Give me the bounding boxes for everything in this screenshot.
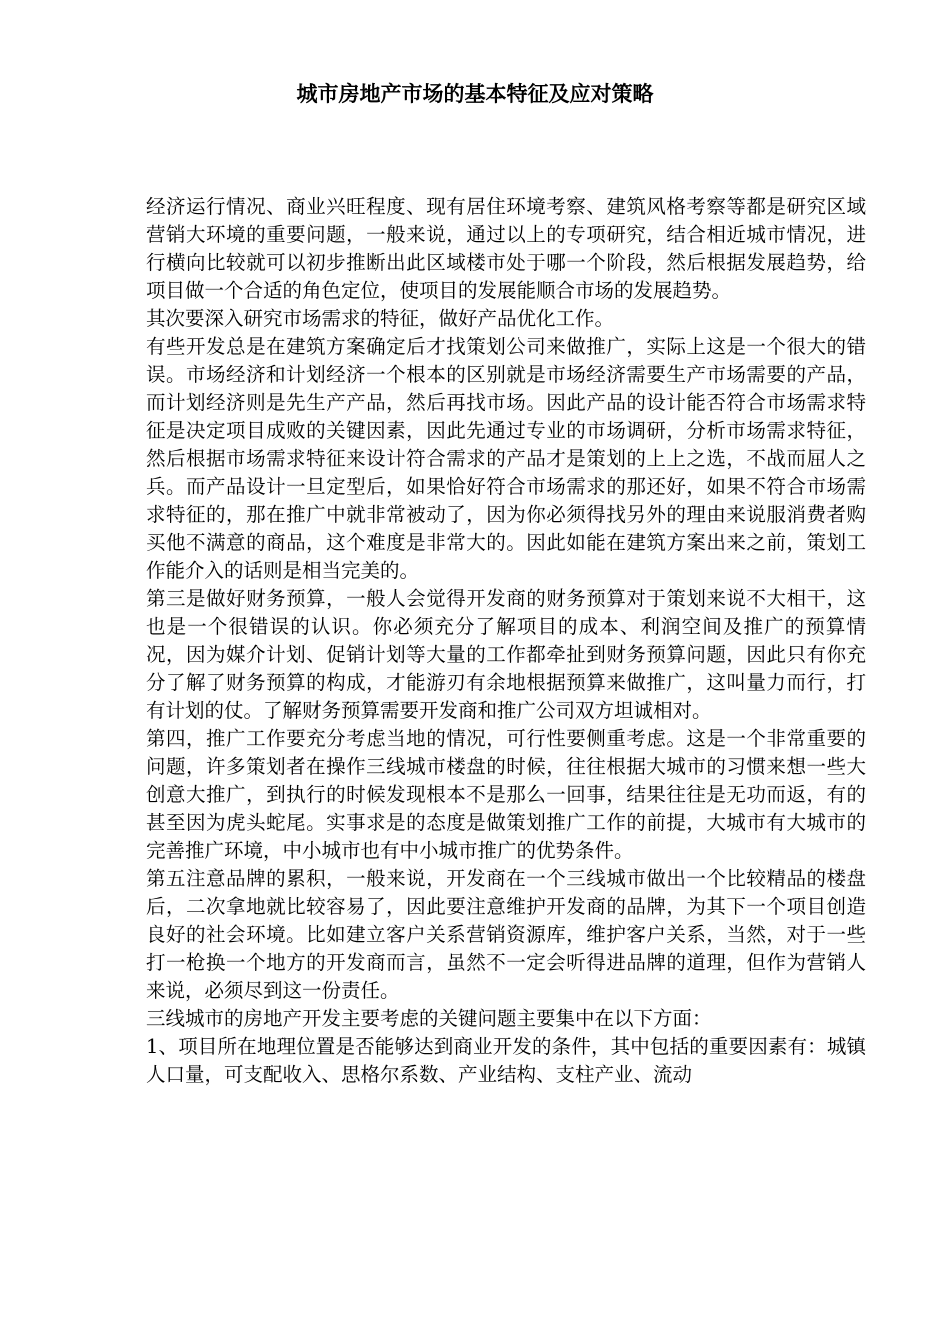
document-title: 城市房地产市场的基本特征及应对策略 [296,82,654,106]
document-body [146,193,866,1089]
paragraph: 其次要深入研究市场需求的特征，做好产品优化工作。 [146,307,615,330]
paragraph: 经济运行情况、商业兴旺程度、现有居住环境考察、建筑风格考察等都是研究区域营销大环境的重要问题，一般来说，通过以上的专项研究，结合相近城市情况，进行横向比较就可以初步推断出此区域楼市处于哪一个阶段，然后根据发展趋势，给项目做一个合适的角色定位，使项目的发展能顺合市场的发展趋势。 [146,195,866,302]
paragraph: 第四，推广工作要充分考虑当地的情况，可行性要侧重考虑。这是一个非常重要的问题，许多策划者在操作三线城市楼盘的时候，往往根据大城市的习惯来想一些大创意大推广，到执行的时候发现根本不是那么一回事，结果往往是无功而返，有的甚至因为虎头蛇尾。实事求是的态度是做策划推广工作的前提，大城市有大城市的完善推广环境，中小城市也有中小城市推广的优势条件。 [146,727,866,862]
paragraph: 第三是做好财务预算，一般人会觉得开发商的财务预算对于策划来说不大相干，这也是一个很错误的认识。你必须充分了解项目的成本、利润空间及推广的预算情况，因为媒介计划、促销计划等大量的工作都牵扯到财务预算问题，因此只有你充分了解了财务预算的构成，才能游刃有余地根据预算来做推广，这叫量力而行，打有计划的仗。了解财务预算需要开发商和推广公司双方坦诚相对。 [146,587,866,722]
paragraph: 有些开发总是在建筑方案确定后才找策划公司来做推广，实际上这是一个很大的错误。市场经济和计划经济一个根本的区别就是市场经济需要生产市场需要的产品，而计划经济则是先生产产品，然后再找市场。因此产品的设计能否符合市场需求特征是决定项目成败的关键因素，因此先通过专业的市场调研，分析市场需求特征，然后根据市场需求特征来设计符合需求的产品才是策划的上上之选，不战而屈人之兵。而产品设计一旦定型后，如果恰好符合市场需求的那还好，如果不符合市场需求特征的，那在推广中就非常被动了，因为你必须得找另外的理由来说服消费者购买他不满意的商品，这个难度是非常大的。因此如能在建筑方案出来之前，策划工作能介入的话则是相当完美的。 [146,335,866,582]
paragraph: 1、项目所在地理位置是否能够达到商业开发的条件，其中包括的重要因素有：城镇人口量，可支配收入、思格尔系数、产业结构、支柱产业、流动 [146,1035,866,1086]
paragraph: 第五注意品牌的累积，一般来说，开发商在一个三线城市做出一个比较精品的楼盘后，二次拿地就比较容易了，因此要注意维护开发商的品牌，为其下一个项目创造良好的社会环境。比如建立客户关系营销资源库，维护客户关系，当然，对于一些打一枪换一个地方的开发商而言，虽然不一定会听得进品牌的道理，但作为营销人来说，必须尽到这一份责任。 [146,867,866,1002]
paragraph: 三线城市的房地产开发主要考虑的关键问题主要集中在以下方面： [146,1007,712,1030]
